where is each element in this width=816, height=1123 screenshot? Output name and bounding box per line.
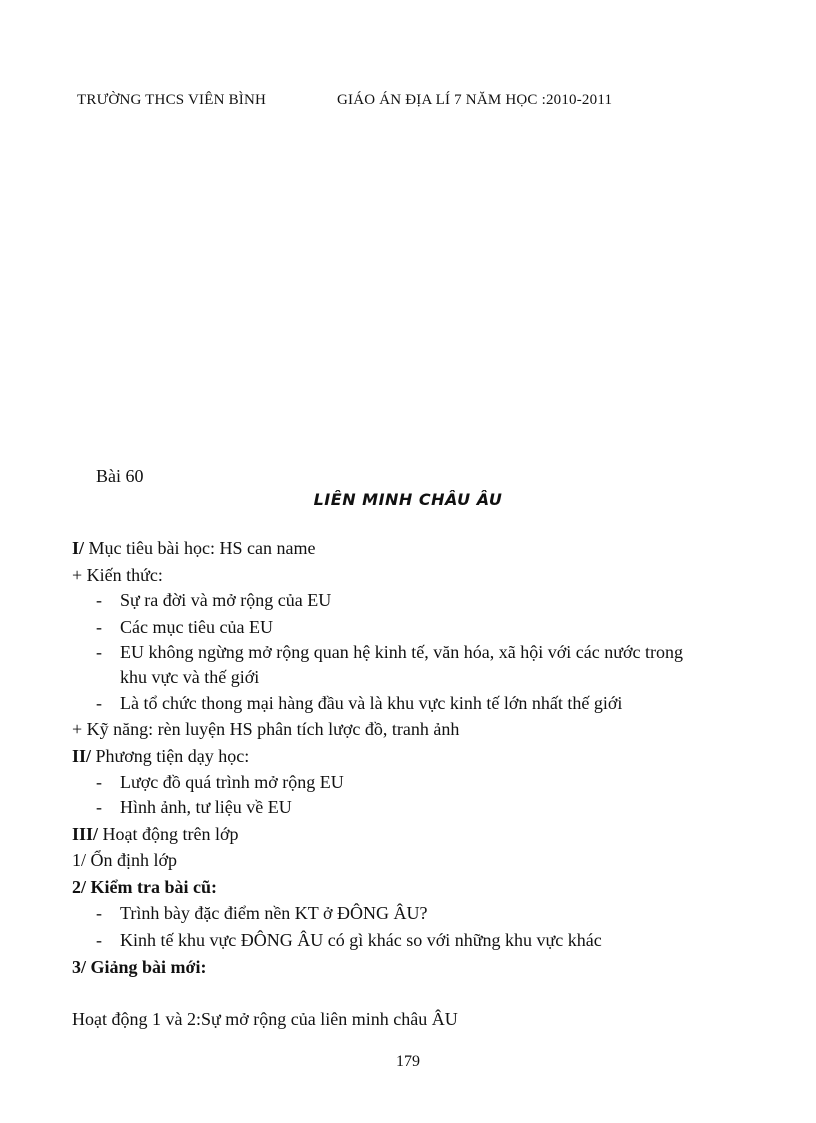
review-item: Kinh tế khu vực ĐÔNG ÂU có gì khác so với những khu vực khác bbox=[120, 930, 602, 950]
knowledge-item: Sự ra đời và mở rộng của EU bbox=[120, 590, 332, 610]
materials-text: Phương tiện dạy học: bbox=[91, 746, 250, 766]
knowledge-item: Các mục tiêu của EU bbox=[120, 617, 273, 637]
bullet-dash: - bbox=[96, 903, 102, 923]
activities-label: III/ bbox=[72, 824, 99, 844]
skills-line: + Kỹ năng: rèn luyện HS phân tích lược đồ, tranh ảnh bbox=[72, 719, 460, 739]
step-new-lesson: 3/ Giảng bài mới: bbox=[72, 957, 207, 977]
bullet-dash: - bbox=[96, 930, 102, 950]
bullet-dash: - bbox=[96, 797, 102, 817]
lesson-number: Bài 60 bbox=[96, 466, 144, 486]
knowledge-heading: + Kiến thức: bbox=[72, 565, 163, 585]
document-subject: GIÁO ÁN ĐỊA LÍ 7 NĂM HỌC :2010-2011 bbox=[337, 92, 613, 108]
materials-label: II/ bbox=[72, 746, 92, 766]
bullet-dash: - bbox=[96, 772, 102, 792]
page-number: 179 bbox=[396, 1053, 420, 1070]
step-stabilize: 1/ Ổn định lớp bbox=[72, 850, 178, 870]
materials-item: Lược đồ quá trình mở rộng EU bbox=[120, 772, 344, 792]
activities-heading bbox=[72, 824, 239, 845]
activity-heading: Hoạt động 1 và 2:Sự mở rộng của liên minh châu ÂU bbox=[72, 1009, 458, 1029]
bullet-dash: - bbox=[96, 590, 102, 610]
knowledge-item: EU không ngừng mở rộng quan hệ kinh tế, văn hóa, xã hội với các nước trong bbox=[120, 642, 683, 662]
step-review: 2/ Kiểm tra bài cũ: bbox=[72, 877, 217, 897]
objectives-heading bbox=[72, 538, 315, 559]
activities-text: Hoạt động trên lớp bbox=[98, 824, 239, 844]
materials-heading bbox=[72, 746, 249, 767]
bullet-dash: - bbox=[96, 693, 102, 713]
materials-item: Hình ảnh, tư liệu về EU bbox=[120, 797, 292, 817]
objectives-text: Mục tiêu bài học: HS can name bbox=[84, 538, 316, 558]
lesson-title: LIÊN MINH CHÂU ÂU bbox=[313, 490, 503, 509]
school-name: TRƯỜNG THCS VIÊN BÌNH bbox=[77, 92, 267, 108]
bullet-dash: - bbox=[96, 617, 102, 637]
knowledge-item: Là tổ chức thong mại hàng đầu và là khu vực kinh tế lớn nhất thế giới bbox=[120, 693, 623, 713]
review-item: Trình bày đặc điểm nền KT ở ĐÔNG ÂU? bbox=[120, 903, 428, 923]
knowledge-item-continuation: khu vực và thế giới bbox=[120, 667, 260, 687]
objectives-label: I/ bbox=[72, 538, 85, 558]
bullet-dash: - bbox=[96, 642, 102, 662]
